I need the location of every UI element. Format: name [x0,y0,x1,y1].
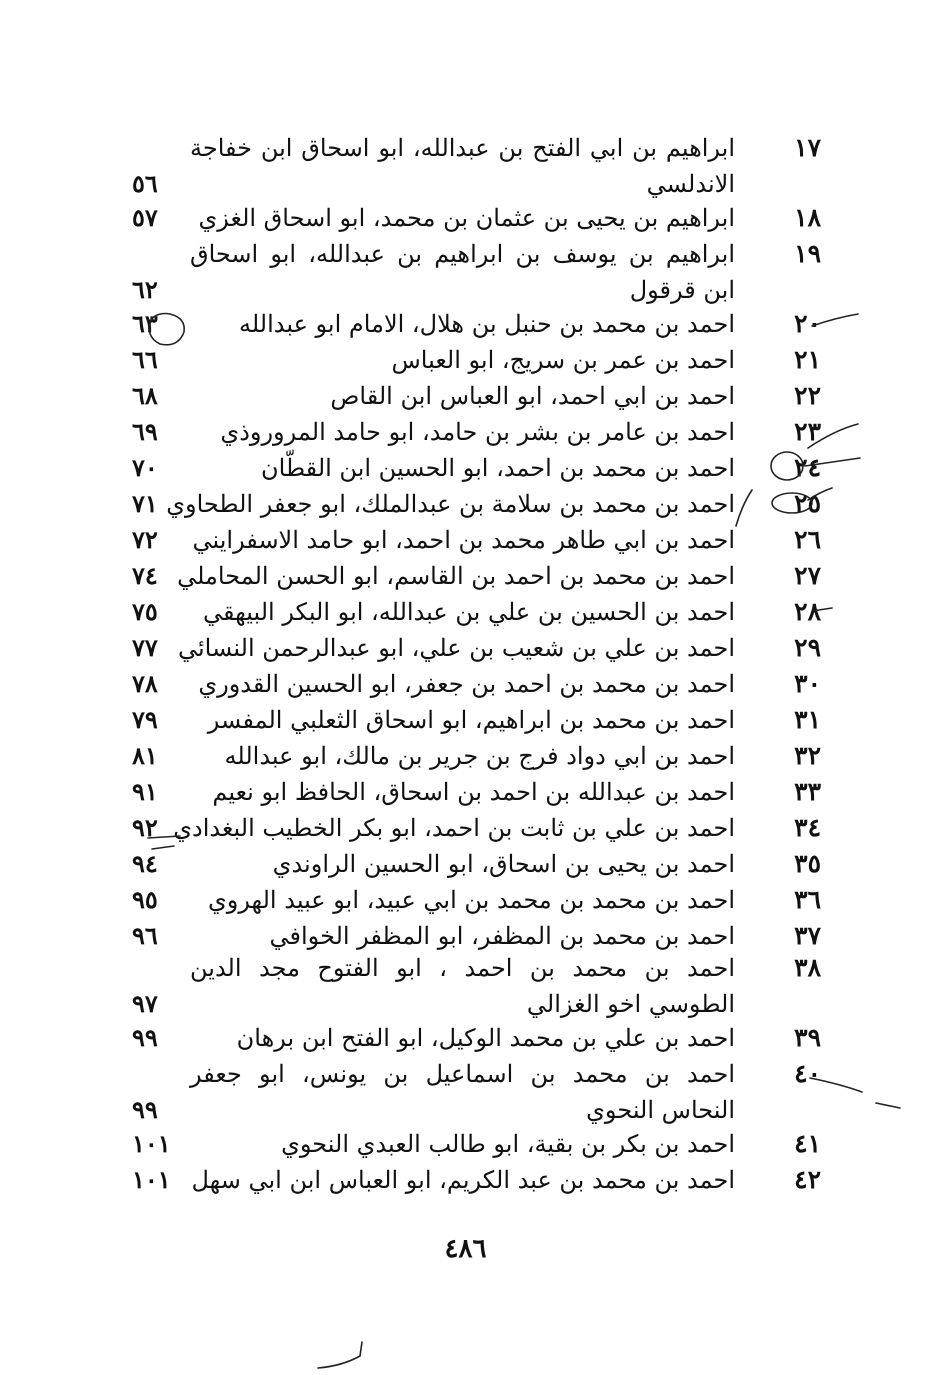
entry-page-number: ٧٥ [132,597,158,626]
entry-name: ابراهيم بن يحيى بن عثمان بن محمد، ابو اسحاق الغزي [198,204,735,232]
entry-number: ٢٣ [794,417,821,446]
entry-number: ٢٩ [794,633,821,662]
entry-page-number: ٦٢ [132,275,158,304]
entry-number: ٢٦ [794,525,821,554]
entry-page-number: ٧٨ [132,669,158,698]
entry-number: ٣٧ [794,921,821,950]
entry-number: ٢٢ [794,381,821,410]
entry-name: احمد بن محمد بن عبد الكريم، ابو العباس ابن ابي سهل [191,1166,735,1194]
entry-name: احمد بن محمد بن حنبل بن هلال، الامام ابو عبدالله [238,310,735,338]
entry-page-number: ٩٧ [132,989,158,1018]
entry-name: ابراهيم بن يوسف بن ابراهيم بن عبدالله، ابو اسحاق ابن قرقول [190,240,735,304]
entry-number: ١٩ [794,239,821,268]
entry-name: احمد بن علي بن محمد الوكيل، ابو الفتح ابن برهان [236,1024,735,1052]
entry-number: ٤٢ [794,1165,821,1194]
entry-name: احمد بن ابي احمد، ابو العباس ابن القاص [330,382,735,410]
entry-name: احمد بن محمد بن محمد بن ابي عبيد، ابو عبيد الهروي [207,886,735,914]
entry-number: ٢٧ [794,561,821,590]
entry-number: ٣٢ [794,741,821,770]
entry-number: ٢٨ [794,597,821,626]
entry-number: ٢١ [794,345,821,374]
entry-page-number: ٨١ [132,741,158,770]
entry-page-number: ٦٦ [132,345,158,374]
entry-number: ٣٨ [794,953,821,982]
entry-page-number: ٧٤ [132,561,158,590]
entry-number: ٣٥ [794,849,821,878]
entry-name: احمد بن عبدالله بن احمد بن اسحاق، الحافظ ابو نعيم [212,778,735,806]
entry-page-number: ٧٧ [132,633,158,662]
entry-number: ٤١ [794,1129,821,1158]
entry-name: احمد بن يحيى بن اسحاق، ابو الحسين الراوندي [272,850,735,878]
entry-name: احمد بن ابي طاهر محمد بن احمد، ابو حامد الاسفرايني [192,526,735,554]
entry-name: احمد بن محمد بن سلامة بن عبدالملك، ابو جعفر الطحاوي [166,490,735,518]
entry-page-number: ٧٢ [132,525,158,554]
entry-number: ٣٠ [794,669,821,698]
entry-page-number: ١٠١ [132,1129,171,1158]
entry-page-number: ٩٥ [132,885,158,914]
entry-page-number: ١٠١ [132,1165,171,1194]
entry-number: ١٨ [794,203,821,232]
entry-name: احمد بن محمد بن احمد بن جعفر، ابو الحسين القدوري [198,670,735,698]
entry-number: ٢٥ [794,489,821,518]
entry-name: احمد بن علي بن شعيب بن علي، ابو عبدالرحمن النسائي [177,634,735,662]
entry-name: احمد بن محمد بن ابراهيم، ابو اسحاق الثعلبي المفسر [207,706,735,734]
entry-number: ٢٤ [794,453,821,482]
entry-page-number: ٥٦ [132,169,158,198]
entry-page-number: ٥٧ [132,203,158,232]
entry-name: احمد بن الحسين بن علي بن عبدالله، ابو البكر البيهقي [203,598,735,626]
entry-name: احمد بن محمد بن المظفر، ابو المظفر الخوافي [269,922,735,950]
entry-name: احمد بن عامر بن بشر بن حامد، ابو حامد المروروذي [220,418,735,446]
entry-page-number: ٩٩ [132,1095,158,1124]
entry-name: احمد بن بكر بن بقية، ابو طالب العبدي النحوي [281,1130,735,1158]
entry-number: ١٧ [794,133,821,162]
pencil-tick-mark [876,1103,900,1108]
entry-page-number: ٩١ [132,777,158,806]
entry-page-number: ٦٩ [132,417,158,446]
pencil-tick-mark [736,490,752,526]
entry-name: احمد بن ابي دواد فرج بن جرير بن مالك، ابو عبدالله [224,742,735,770]
entry-name: احمد بن علي بن ثابت بن احمد، ابو بكر الخطيب البغدادي [173,814,735,842]
entry-number: ٣١ [794,705,821,734]
entry-number: ٣٤ [794,813,821,842]
entry-name: احمد بن عمر بن سريج، ابو العباس [391,346,735,374]
entry-page-number: ٩٢ [132,813,158,842]
entry-number: ٣٩ [794,1023,821,1052]
entry-page-number: ٩٦ [132,921,158,950]
entry-page-number: ٦٨ [132,381,158,410]
entry-number: ٢٠ [794,309,821,338]
entry-number: ٣٦ [794,885,821,914]
entry-page-number: ٩٩ [132,1023,158,1052]
entry-number: ٣٣ [794,777,821,806]
entry-name: احمد بن محمد بن احمد بن القاسم، ابو الحسن المحاملي [177,562,735,590]
entry-page-number: ٦٣ [132,309,158,338]
entry-name: ابراهيم بن ابي الفتح بن عبدالله، ابو اسحاق ابن خفاجة الاندلسي [190,134,735,198]
footer-page-number: ٤٨٦ [444,1234,487,1264]
entry-name: احمد بن محمد بن احمد ، ابو الفتوح مجد الدين الطوسي اخو الغزالي [190,954,735,1018]
entry-name: احمد بن محمد بن احمد، ابو الحسين ابن القطّان [261,454,735,482]
entry-number: ٤٠ [794,1059,821,1088]
entry-page-number: ٩٤ [132,849,158,878]
entry-page-number: ٧٠ [132,453,158,482]
entry-page-number: ٧١ [132,489,158,518]
entry-name: احمد بن محمد بن اسماعيل بن يونس، ابو جعفر النحاس النحوي [190,1060,735,1124]
pencil-tick-mark [318,1342,362,1368]
entry-page-number: ٧٩ [132,705,158,734]
